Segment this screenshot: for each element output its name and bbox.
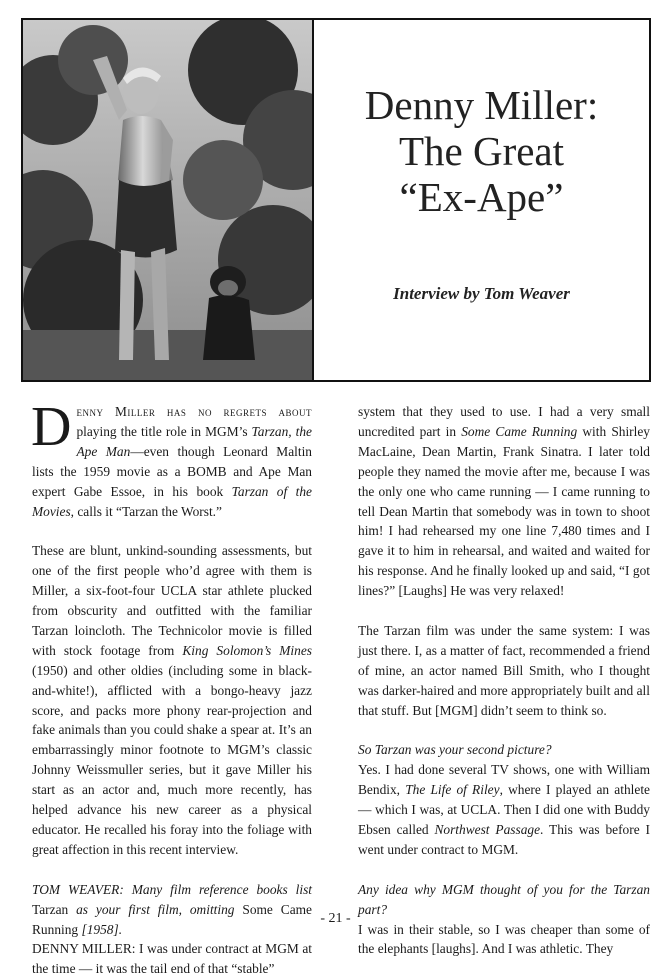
film-title: Tarzan, the Ape Man bbox=[76, 423, 312, 459]
answer-2 bbox=[358, 760, 650, 860]
question-text: TOM WEAVER: Many film reference books list bbox=[32, 881, 312, 897]
photo-illustration bbox=[23, 20, 312, 380]
show-title: The Life of Riley bbox=[405, 782, 500, 798]
text-run: Yes. I had done several TV shows, one with William Bendix, bbox=[358, 762, 650, 798]
question-text: as your first film, omitting bbox=[68, 901, 243, 917]
film-title: Some Came Running bbox=[32, 901, 312, 937]
column-left bbox=[31, 396, 312, 979]
text-run: with Shirley MacLaine, Dean Martin, Frank Sinatra. I later told people they named the movie after me, because I was the only one who came running — I came running to tell Dean Martin that somebody was in town to shoot him! I had rehearsed my one line 7,480 times and I gave it to him in rehearsal, and waited and waited for his response. And he finally looked up and said, “I got lines?” [Laughs] He was very relaxed! bbox=[358, 423, 650, 599]
text-run: , calls it “Tarzan the Worst.” bbox=[70, 503, 222, 519]
tarzan-photo bbox=[21, 18, 314, 382]
show-title: Northwest Passage bbox=[434, 822, 541, 837]
intro-paragraph bbox=[31, 396, 312, 521]
article-title bbox=[314, 82, 649, 220]
drop-cap: D bbox=[31, 396, 72, 458]
film-title: Tarzan bbox=[32, 901, 69, 917]
text-run: . This was before I went under contract to MGM. bbox=[358, 822, 650, 857]
film-title: Some Came Running bbox=[461, 423, 578, 439]
page-number: - 21 - bbox=[320, 911, 351, 926]
title-line-3: “Ex-Ape” bbox=[399, 174, 564, 220]
text-run: (1950) and other oldies (including some in black-and-white!), afflicted with a bongo-heavy jazz score, and packs more phony rear-projection and fake animals than you could shake a spear at. It’s an embarrassingly minor footnote to MGM’s classic Johnny Weissmuller series, but it gave Miller his start as an actor and, much more recently, has helped advance his new career as a physical educator. He recalled his foray into the foliage with great affection in this recent interview. bbox=[32, 662, 312, 857]
text-run: These are blunt, unkind-sounding assessments, but one of the first people who’d agree with them is Miller, a six-foot-four UCLA star athlete plucked from obscurity and outfitted with the familiar Tarzan loincloth. The Technicolor movie is filled with stock footage from bbox=[32, 543, 312, 658]
question-1 bbox=[32, 880, 312, 940]
question-3: Any idea why MGM thought of you for the Tarzan part? bbox=[358, 881, 650, 917]
text-run: , where I played an athlete — which I was, at UCLA. Then I did one with Buddy Ebsen called bbox=[358, 782, 650, 837]
answer-1: DENNY MILLER: I was under contract at MGM at the time — it was the tail end of that “stable” bbox=[32, 941, 312, 977]
text-run: playing the title role in MGM’s bbox=[76, 423, 252, 439]
body-paragraph bbox=[358, 402, 650, 601]
column-right bbox=[358, 402, 650, 959]
question-text: [1958]. bbox=[78, 921, 123, 937]
question-2: So Tarzan was your second picture? bbox=[358, 742, 552, 758]
body-paragraph: The Tarzan film was under the same system: I was just there. I, as a matter of fact, recommended a friend of mine, an actor named Bill Smith, who I thought was darker-haired and more appropriately built and all that stuff. But [MGM] didn’t seem to think so. bbox=[358, 622, 650, 718]
text-run: system that they used to use. I had a very small uncredited part in bbox=[358, 404, 650, 439]
title-box bbox=[314, 18, 651, 382]
intro-lead: enny Miller has no regrets about bbox=[76, 404, 312, 419]
film-title: King Solomon’s Mines bbox=[182, 642, 312, 658]
text-run: —even though Leonard Maltin lists the 1959 movie as a BOMB and Ape Man expert Gabe Essoe, in his book bbox=[32, 443, 312, 499]
book-title: Tarzan of the Movies bbox=[32, 483, 312, 519]
byline: Interview by Tom Weaver bbox=[393, 284, 570, 303]
answer-3: I was in their stable, so I was cheaper than some of the elephants [laughs]. And I was athletic. They bbox=[358, 921, 650, 957]
body-paragraph bbox=[32, 541, 312, 860]
title-line-2: The Great bbox=[398, 128, 565, 174]
title-line-1: Denny Miller: bbox=[364, 82, 599, 128]
